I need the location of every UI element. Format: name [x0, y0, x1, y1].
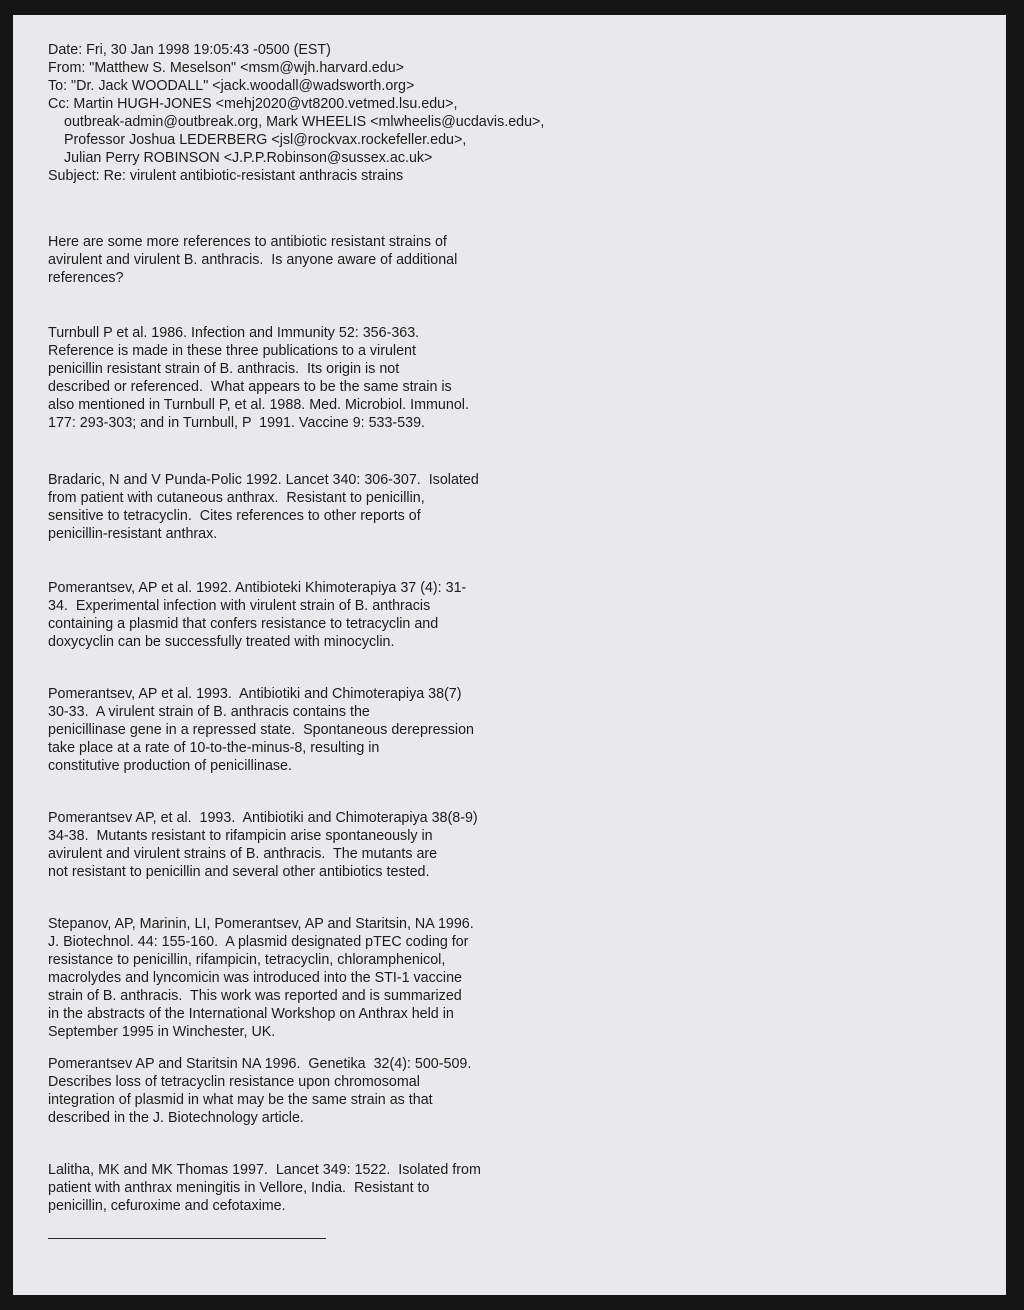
body-line: Pomerantsev AP, et al. 1993. Antibiotiki and Chimoterapiya 38(8-9) — [48, 810, 478, 826]
reference-paragraph — [48, 1161, 481, 1215]
reference-paragraph — [48, 579, 466, 651]
body-line: macrolydes and lyncomicin was introduced into the STI-1 vaccine — [48, 970, 463, 986]
body-line: J. Biotechnol. 44: 155-160. A plasmid designated pTEC coding for — [48, 934, 469, 950]
reference-paragraph — [48, 324, 469, 432]
body-line: references? — [48, 270, 124, 286]
body-line: 30-33. A virulent strain of B. anthracis contains the — [48, 704, 370, 720]
header-cc: Julian Perry ROBINSON <J.P.P.Robinson@sussex.ac.uk> — [64, 150, 433, 166]
body-line: 177: 293-303; and in Turnbull, P 1991. Vaccine 9: 533-539. — [48, 415, 426, 431]
reference-paragraph — [48, 915, 474, 1041]
footnote-divider — [48, 1238, 326, 1239]
body-line: 34. Experimental infection with virulent strain of B. anthracis — [48, 598, 431, 614]
body-line: in the abstracts of the International Workshop on Anthrax held in — [48, 1006, 454, 1022]
header-cc: Cc: Martin HUGH-JONES <mehj2020@vt8200.vetmed.lsu.edu>, — [48, 96, 458, 112]
email-header — [48, 41, 544, 185]
header-date: Date: Fri, 30 Jan 1998 19:05:43 -0500 (EST) — [48, 42, 331, 58]
body-line: Turnbull P et al. 1986. Infection and Immunity 52: 356-363. — [48, 325, 420, 341]
body-line: Pomerantsev, AP et al. 1993. Antibiotiki and Chimoterapiya 38(7) — [48, 686, 462, 702]
body-line: Bradaric, N and V Punda-Polic 1992. Lancet 340: 306-307. Isolated — [48, 472, 479, 488]
body-line: penicillin, cefuroxime and cefotaxime. — [48, 1198, 286, 1214]
body-line: Lalitha, MK and MK Thomas 1997. Lancet 349: 1522. Isolated from — [48, 1162, 481, 1178]
body-line: September 1995 in Winchester, UK. — [48, 1024, 276, 1040]
body-line: sensitive to tetracyclin. Cites references to other reports of — [48, 508, 421, 524]
header-from: From: "Matthew S. Meselson" <msm@wjh.harvard.edu> — [48, 60, 404, 76]
body-line: strain of B. anthracis. This work was reported and is summarized — [48, 988, 462, 1004]
body-line: resistance to penicillin, rifampicin, tetracyclin, chloramphenicol, — [48, 952, 446, 968]
body-line: patient with anthrax meningitis in Vellore, India. Resistant to — [48, 1180, 430, 1196]
document-page — [13, 15, 1006, 1295]
body-line: not resistant to penicillin and several other antibiotics tested. — [48, 864, 430, 880]
body-line: from patient with cutaneous anthrax. Resistant to penicillin, — [48, 490, 425, 506]
header-cc: outbreak-admin@outbreak.org, Mark WHEELIS <mlwheelis@ucdavis.edu>, — [64, 114, 545, 130]
body-line: 34-38. Mutants resistant to rifampicin arise spontaneously in — [48, 828, 433, 844]
reference-paragraph — [48, 685, 474, 775]
body-line: described or referenced. What appears to be the same strain is — [48, 379, 452, 395]
body-line: Describes loss of tetracyclin resistance upon chromosomal — [48, 1074, 420, 1090]
body-line: described in the J. Biotechnology article. — [48, 1110, 304, 1126]
body-line: doxycyclin can be successfully treated with minocyclin. — [48, 634, 395, 650]
header-to: To: "Dr. Jack WOODALL" <jack.woodall@wadsworth.org> — [48, 78, 415, 94]
reference-paragraph — [48, 471, 479, 543]
body-line: containing a plasmid that confers resistance to tetracyclin and — [48, 616, 439, 632]
header-cc: Professor Joshua LEDERBERG <jsl@rockvax.rockefeller.edu>, — [64, 132, 467, 148]
body-line: avirulent and virulent strains of B. anthracis. The mutants are — [48, 846, 438, 862]
body-line: penicillin resistant strain of B. anthracis. Its origin is not — [48, 361, 400, 377]
body-line: penicillinase gene in a repressed state. Spontaneous derepression — [48, 722, 475, 738]
body-line: also mentioned in Turnbull P, et al. 1988. Med. Microbiol. Immunol. — [48, 397, 469, 413]
body-line: Stepanov, AP, Marinin, LI, Pomerantsev, AP and Staritsin, NA 1996. — [48, 916, 474, 932]
intro-paragraph — [48, 233, 457, 287]
body-line: integration of plasmid in what may be the same strain as that — [48, 1092, 433, 1108]
body-line: penicillin-resistant anthrax. — [48, 526, 218, 542]
reference-paragraph — [48, 809, 478, 881]
body-line: avirulent and virulent B. anthracis. Is anyone aware of additional — [48, 252, 458, 268]
body-line: take place at a rate of 10-to-the-minus-8, resulting in — [48, 740, 380, 756]
body-line: constitutive production of penicillinase. — [48, 758, 292, 774]
body-line: Reference is made in these three publications to a virulent — [48, 343, 416, 359]
reference-paragraph — [48, 1055, 471, 1127]
header-subject: Subject: Re: virulent antibiotic-resistant anthracis strains — [48, 168, 404, 184]
body-line: Pomerantsev, AP et al. 1992. Antibioteki Khimoterapiya 37 (4): 31- — [48, 580, 467, 596]
body-line: Here are some more references to antibiotic resistant strains of — [48, 234, 447, 250]
body-line: Pomerantsev AP and Staritsin NA 1996. Genetika 32(4): 500-509. — [48, 1056, 472, 1072]
